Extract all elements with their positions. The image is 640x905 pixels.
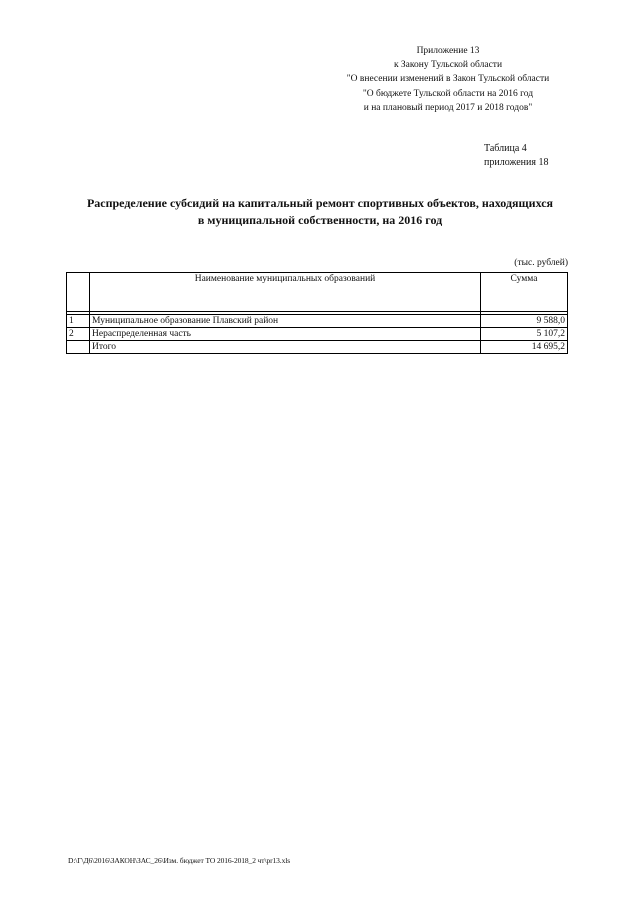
table-row (67, 328, 568, 341)
header-amount-cell: Сумма (481, 273, 568, 312)
header-number-cell (67, 273, 90, 312)
document-title-line: в муниципальной собственности, на 2016 год (197, 213, 443, 227)
header-name-cell: Наименование муниципальных образований (90, 273, 481, 312)
table-reference (484, 142, 574, 169)
appendix-line: к Закону Тульской области (393, 60, 503, 71)
units-label: (тыс. рублей) (514, 258, 568, 268)
row-amount-cell: 5 107,2 (481, 328, 568, 341)
table-header-row (67, 273, 568, 312)
row-number-cell (67, 341, 90, 354)
document-title (50, 195, 590, 229)
row-number-cell: 2 (67, 328, 90, 341)
row-number-cell: 1 (67, 315, 90, 328)
row-name-cell: Итого (90, 341, 481, 354)
table-reference-line: Таблица 4 (484, 143, 527, 154)
row-amount-cell: 14 695,2 (481, 341, 568, 354)
appendix-line: "О внесении изменений в Закон Тульской области (346, 74, 550, 85)
row-amount-cell: 9 588,0 (481, 315, 568, 328)
appendix-line: Приложение 13 (416, 46, 480, 56)
table-row (67, 315, 568, 328)
file-path-footer: D:\Г\Д6\2016\ЗАКОН\ЗАС_26\Изм. бюджет ТО 2016-2018_2 чт\pr13.xls (68, 856, 291, 865)
appendix-line: и на плановый период 2017 и 2018 годов" (363, 102, 533, 113)
document-title-line: Распределение субсидий на капитальный ремонт спортивных объектов, находящихся (86, 196, 554, 210)
row-name-cell: Нераспределенная часть (90, 328, 481, 341)
appendix-block (330, 44, 566, 115)
table-total-row (67, 341, 568, 354)
row-name-cell: Муниципальное образование Плавский район (90, 315, 481, 328)
subsidy-table (66, 272, 568, 354)
table-reference-line: приложения 18 (484, 156, 549, 168)
appendix-line: "О бюджете Тульской области на 2016 год (362, 88, 534, 99)
